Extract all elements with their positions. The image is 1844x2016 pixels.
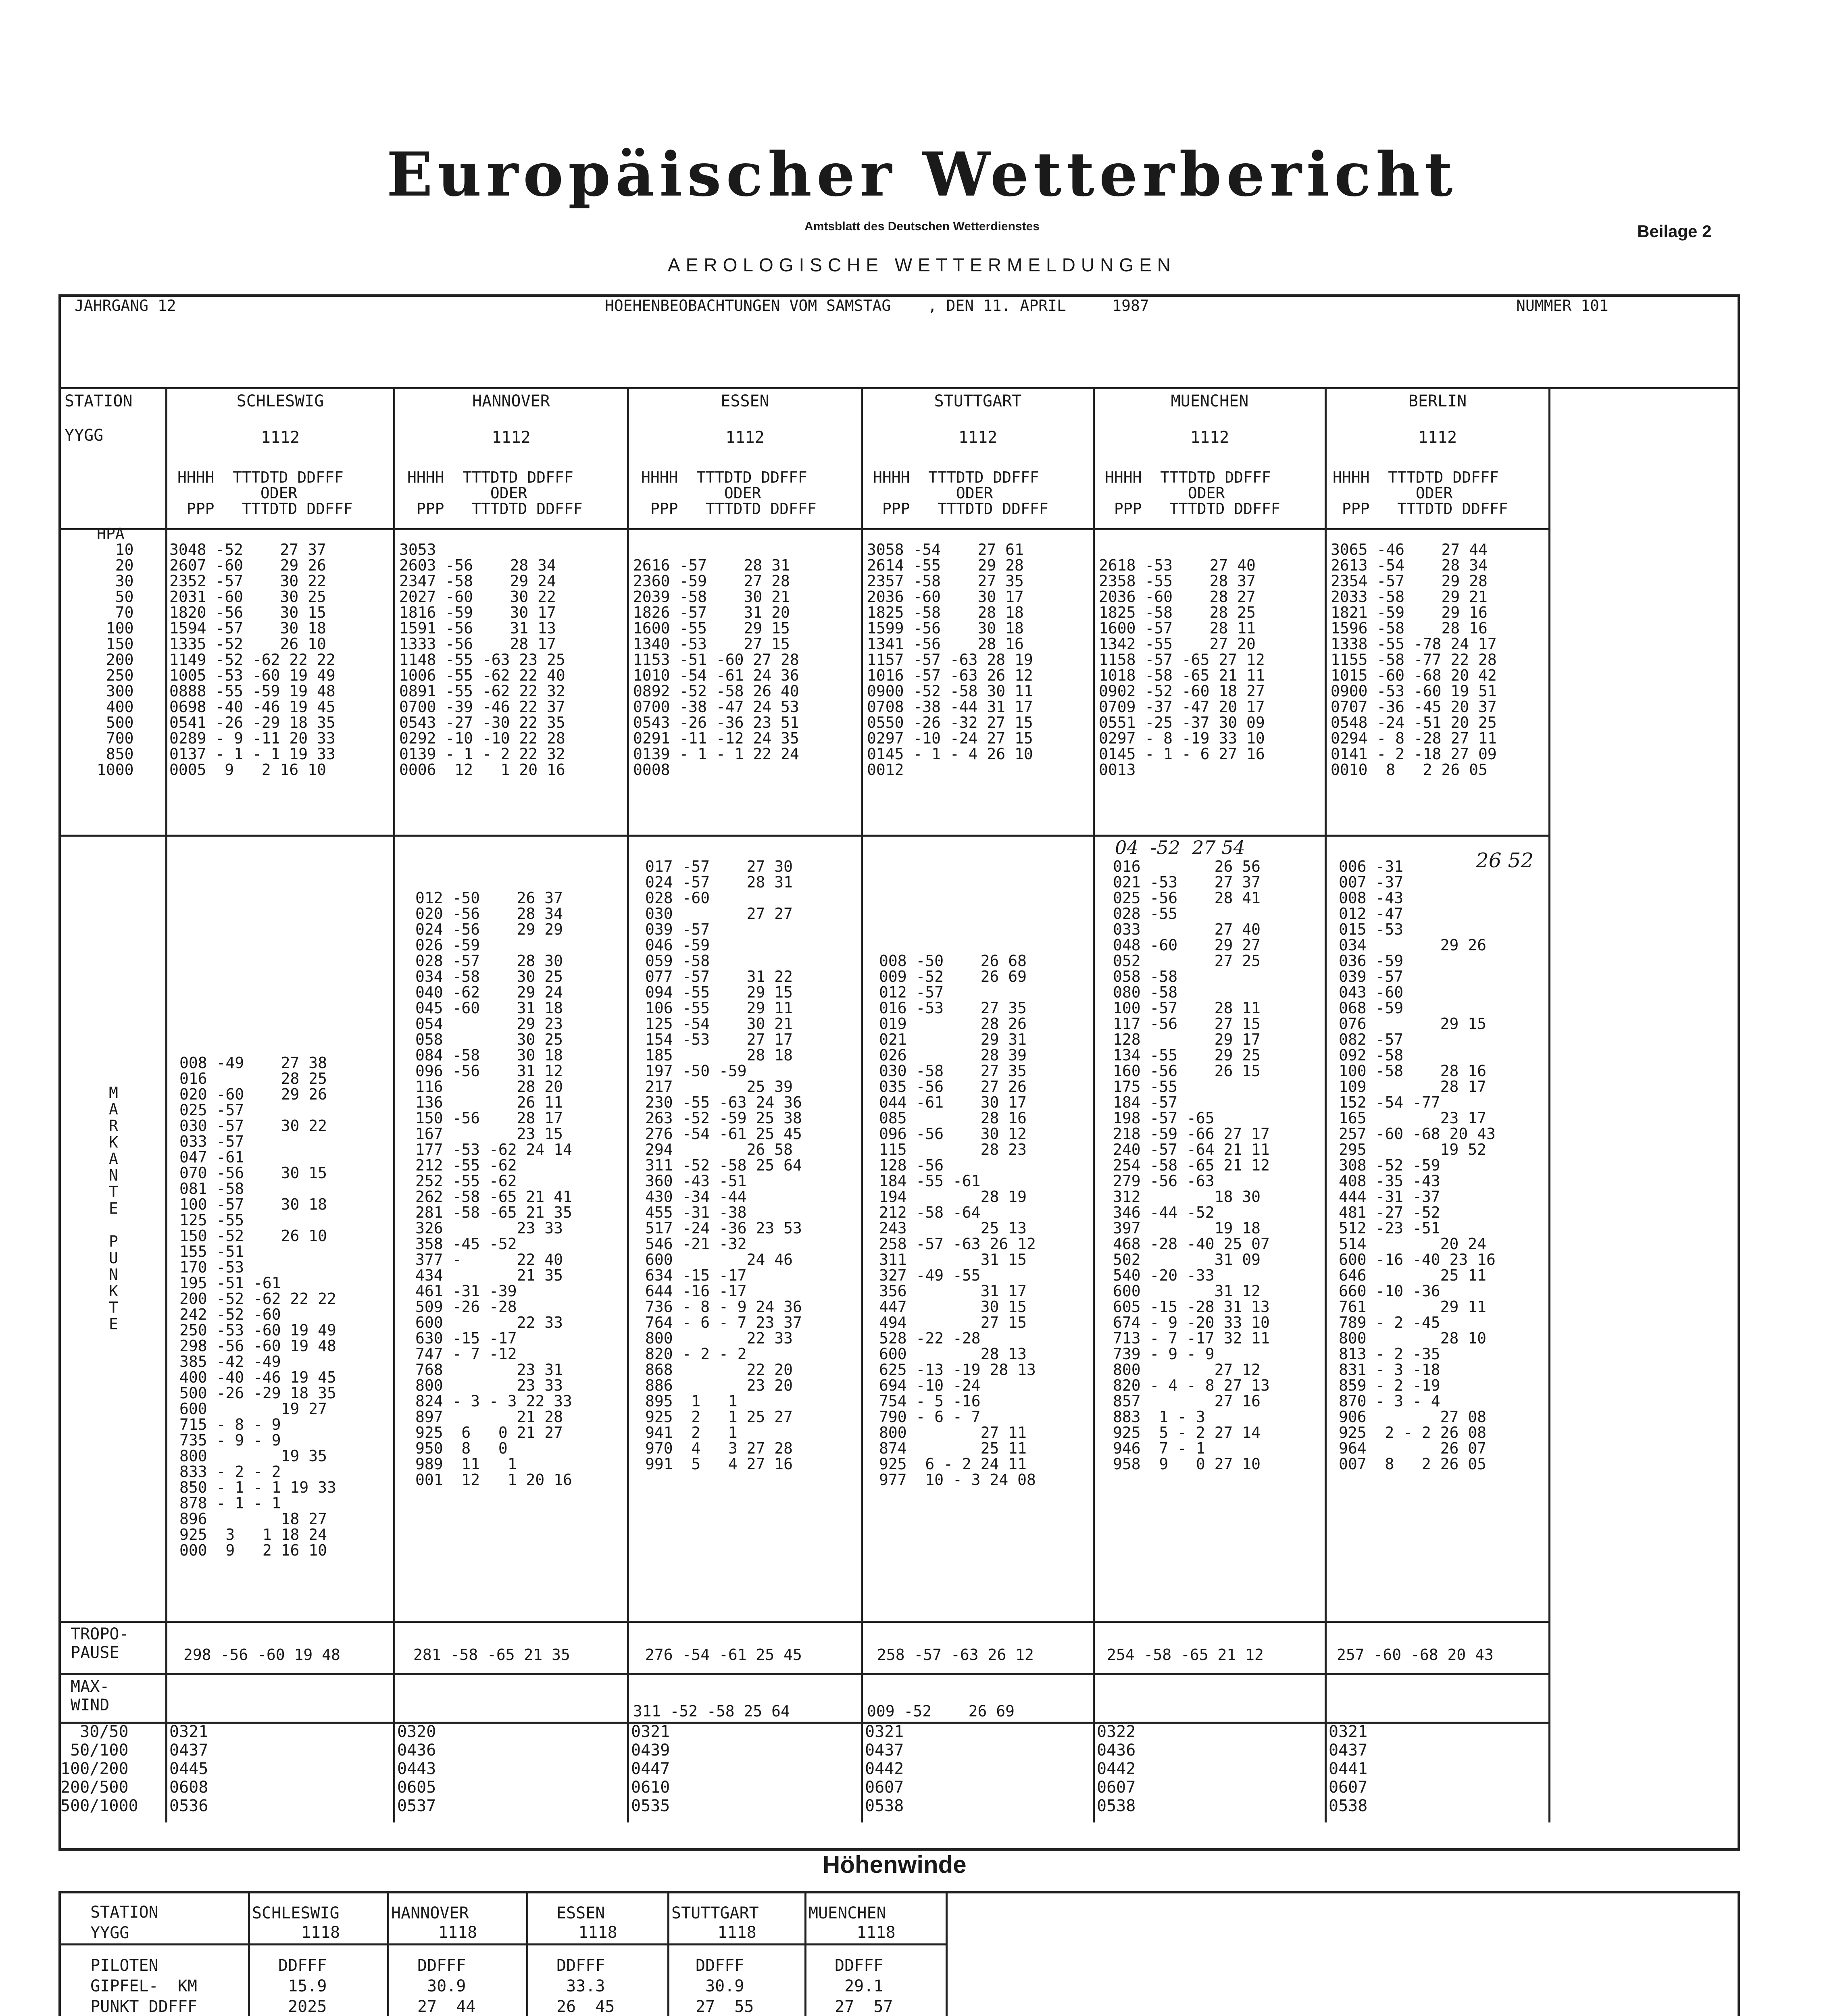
standard-levels-stuttgart: 3058 -54 27 61 2614 -55 29 28 2357 -58 27 35 2036 -60 30 17 1825 -58 28 18 1599 -56 30 18 1341 -56 28 16 1157 -57 -63 28 19 1016 -57 -63 26 12 0900 -52 -58 30 11 0708 -38 -44 31 17 0550 -26 -32 27 15 0297 -10 -24 27 15 0145 - 1 - 4 26 10 0012 xyxy=(867,541,1033,779)
maxwind-label: MAX- WIND xyxy=(71,1677,110,1714)
tropopause-label: TROPO- PAUSE xyxy=(71,1625,129,1662)
layer-values: 0321 0437 0442 0607 0538 xyxy=(865,1722,904,1815)
beilage-label: Beilage 2 xyxy=(1637,222,1712,241)
station-name: BERLIN xyxy=(1408,392,1467,410)
significant-points-berlin: 006 -31 007 -37 008 -43 012 -47 015 -53 034 29 26 036 -59 039 -57 043 -60 068 -59 076 29 15 082 -57 092 -58 100 -58 28 16 109 28 17 152 -54 -77 165 23 17 257 -60 -68 20 43 295 19 52 308 -52 -59 408 -35 -43 444 -31 -37 481 -27 -52 512 -23 -51 514 20 24 600 -16 -40 23 16 646 25 11 660 -10 -36 761 29 11 789 - 2 -45 800 28 10 813 - 2 -35 831 - 3 -18 859 - 2 -19 870 - 3 - 4 906 27 08 925 2 - 2 26 08 964 26 07 007 8 2 26 05 xyxy=(1339,858,1496,1473)
column-divider xyxy=(165,387,167,1822)
column-divider xyxy=(248,1891,250,2016)
winds-station-name: ESSEN xyxy=(556,1904,605,1922)
station-yygg: 1112 xyxy=(492,428,531,447)
column-divider xyxy=(804,1891,806,2016)
column-divider xyxy=(627,387,629,1822)
column-header: HHHH TTTDTD DDFFF ODER PPP TTTDTD DDFFF xyxy=(407,469,583,518)
divider xyxy=(58,1943,946,1945)
tropopause-value: 276 -54 -61 25 45 xyxy=(645,1646,802,1664)
handwritten-note: 04 -52 27 54 xyxy=(1115,837,1245,858)
piloten-value: DDFFF 33.3 26 45 xyxy=(556,1956,615,2016)
station-label: STATION xyxy=(65,392,133,410)
winds-station-label: STATION YYGG xyxy=(90,1903,158,1942)
column-divider xyxy=(946,1891,948,2016)
winds-station-yygg: 1118 xyxy=(301,1923,340,1942)
significant-points-muenchen: 016 26 56 021 -53 27 37 025 -56 28 41 028 -55 033 27 40 048 -60 29 27 052 27 25 058 -58 080 -58 100 -57 28 11 117 -56 27 15 128 29 17 134 -55 29 25 160 -56 26 15 175 -55 184 -57 198 -57 -65 218 -59 -66 27 17 240 -57 -64 21 11 254 -58 -65 21 12 279 -56 -63 312 18 30 346 -44 -52 397 19 18 468 -28 -40 25 07 502 31 09 540 -20 -33 600 31 12 605 -15 -28 31 13 674 - 9 -20 33 10 713 - 7 -17 32 11 739 - 9 - 9 800 27 12 820 - 4 - 8 27 13 857 27 16 883 1 - 3 925 5 - 2 27 14 946 7 - 1 958 9 0 27 10 xyxy=(1113,858,1270,1473)
significant-points-essen: 017 -57 27 30 024 -57 28 31 028 -60 030 27 27 039 -57 046 -59 059 -58 077 -57 31 22 094 -55 29 15 106 -55 29 11 125 -54 30 21 154 -53 27 17 185 28 18 197 -50 -59 217 25 39 230 -55 -63 24 36 263 -52 -59 25 38 276 -54 -61 25 45 294 26 58 311 -52 -58 25 64 360 -43 -51 430 -34 -44 455 -31 -38 517 -24 -36 23 53 546 -21 -32 600 24 46 634 -15 -17 644 -16 -17 736 - 8 - 9 24 36 764 - 6 - 7 23 37 800 22 33 820 - 2 - 2 868 22 20 886 23 20 895 1 1 925 2 1 25 27 941 2 1 970 4 3 27 28 991 5 4 27 16 xyxy=(645,858,802,1473)
handwritten-note: 26 52 xyxy=(1476,849,1534,872)
column-divider xyxy=(393,387,395,1822)
tropopause-value: 257 -60 -68 20 43 xyxy=(1337,1646,1494,1664)
piloten-label: PILOTEN GIPFEL- KM PUNKT DDFFF xyxy=(90,1956,197,2016)
winds-station-yygg: 1118 xyxy=(856,1923,896,1942)
column-divider xyxy=(667,1891,669,2016)
divider xyxy=(58,387,1740,389)
maxwind-value: 009 -52 26 69 xyxy=(867,1702,1015,1720)
divider xyxy=(58,1722,1550,1724)
winds-station-name: SCHLESWIG xyxy=(252,1904,340,1922)
divider xyxy=(58,1673,1550,1675)
winds-station-name: HANNOVER xyxy=(391,1904,469,1922)
significant-points-label: M A R K A N T E P U N K T E xyxy=(109,1084,118,1333)
column-header: HHHH TTTDTD DDFFF ODER PPP TTTDTD DDFFF xyxy=(177,469,353,518)
winds-station-yygg: 1118 xyxy=(438,1923,477,1942)
station-name: HANNOVER xyxy=(472,392,550,410)
station-name: ESSEN xyxy=(721,392,769,410)
pressure-level-labels: HPA 10 20 30 50 70 100 150 200 250 300 400 500 700 850 1000 xyxy=(97,525,134,779)
winds-station-yygg: 1118 xyxy=(717,1923,756,1942)
winds-title: Höhenwinde xyxy=(823,1851,967,1878)
observation-date: HOEHENBEOBACHTUNGEN VOM SAMSTAG , DEN 11. APRIL 1987 xyxy=(605,297,1149,314)
column-divider xyxy=(387,1891,389,2016)
significant-points-schleswig: 008 -49 27 38 016 28 25 020 -60 29 26 025 -57 030 -57 30 22 033 -57 047 -61 070 -56 30 15 081 -58 100 -57 30 18 125 -55 150 -52 26 10 155 -51 170 -53 195 -51 -61 200 -52 -62 22 22 242 -52 -60 250 -53 -60 19 49 298 -56 -60 19 48 385 -42 -49 400 -40 -46 19 45 500 -26 -29 18 35 600 19 27 715 - 8 - 9 735 - 9 - 9 800 19 35 833 - 2 - 2 850 - 1 - 1 19 33 878 - 1 - 1 896 18 27 925 3 1 18 24 000 9 2 16 10 xyxy=(179,1054,336,1559)
station-yygg: 1112 xyxy=(725,428,765,447)
winds-station-yygg: 1118 xyxy=(578,1923,617,1942)
standard-levels-hannover: 3053 2603 -56 28 34 2347 -58 29 24 2027 -60 30 22 1816 -59 30 17 1591 -56 31 13 1333 -56 28 17 1148 -55 -63 23 25 1006 -55 -62 22 40 0891 -55 -62 22 32 0700 -39 -46 22 37 0543 -27 -30 22 35 0292 -10 -10 22 28 0139 - 1 - 2 22 32 0006 12 1 20 16 xyxy=(399,541,565,779)
section-title: AEROLOGISCHE WETTERMELDUNGEN xyxy=(668,254,1176,275)
station-yygg: 1112 xyxy=(260,428,300,447)
significant-points-hannover: 012 -50 26 37 020 -56 28 34 024 -56 29 29 026 -59 028 -57 28 30 034 -58 30 25 040 -62 29 24 045 -60 31 18 054 29 23 058 30 25 084 -58 30 18 096 -56 31 12 116 28 20 136 26 11 150 -56 28 17 167 23 15 177 -53 -62 24 14 212 -55 -62 252 -55 -62 262 -58 -65 21 41 281 -58 -65 21 35 326 23 33 358 -45 -52 377 - 22 40 434 21 35 461 -31 -39 509 -26 -28 600 22 33 630 -15 -17 747 - 7 -12 768 23 31 800 23 33 824 - 3 - 3 22 33 897 21 28 925 6 0 21 27 950 8 0 989 11 1 001 12 1 20 16 xyxy=(415,889,572,1489)
piloten-value: DDFFF 30.9 27 44 xyxy=(417,1956,476,2016)
maxwind-value: 311 -52 -58 25 64 xyxy=(633,1702,790,1720)
standard-levels-muenchen: 2618 -53 27 40 2358 -55 28 37 2036 -60 28 27 1825 -58 28 25 1600 -57 28 11 1342 -55 27 20 1158 -57 -65 27 12 1018 -58 -65 21 11 0902 -52 -60 18 27 0709 -37 -47 20 17 0551 -25 -37 30 09 0297 - 8 -19 33 10 0145 - 1 - 6 27 16 0013 xyxy=(1099,556,1265,779)
divider xyxy=(58,835,1550,837)
standard-levels-schleswig: 3048 -52 27 37 2607 -60 29 26 2352 -57 30 22 2031 -60 30 25 1820 -56 30 15 1594 -57 30 18 1335 -52 26 10 1149 -52 -62 22 22 1005 -53 -60 19 49 0888 -55 -59 19 48 0698 -40 -46 19 45 0541 -26 -29 18 35 0289 - 9 -11 20 33 0137 - 1 - 1 19 33 0005 9 2 16 10 xyxy=(169,541,335,779)
divider xyxy=(58,1621,1550,1623)
layer-values: 0321 0439 0447 0610 0535 xyxy=(631,1722,670,1815)
winds-station-name: MUENCHEN xyxy=(808,1904,886,1922)
column-header: HHHH TTTDTD DDFFF ODER PPP TTTDTD DDFFF xyxy=(1105,469,1280,518)
column-divider xyxy=(526,1891,528,2016)
issue-number: NUMMER 101 xyxy=(1516,297,1609,314)
page-subtitle: Amtsblatt des Deutschen Wetterdienstes xyxy=(804,220,1040,233)
piloten-value: DDFFF 29.1 27 57 xyxy=(835,1956,893,2016)
tropopause-value: 281 -58 -65 21 35 xyxy=(413,1646,570,1664)
piloten-value: DDFFF 30.9 27 55 xyxy=(696,1956,754,2016)
divider xyxy=(58,528,1550,530)
layer-values: 0321 0437 0441 0607 0538 xyxy=(1329,1722,1368,1815)
standard-levels-essen: 2616 -57 28 31 2360 -59 27 28 2039 -58 30 21 1826 -57 31 20 1600 -55 29 15 1340 -53 27 15 1153 -51 -60 27 28 1010 -54 -61 24 36 0892 -52 -58 26 40 0700 -38 -47 24 53 0543 -26 -36 23 51 0291 -11 -12 24 35 0139 - 1 - 1 22 24 0008 xyxy=(633,556,799,779)
layer-values: 0320 0436 0443 0605 0537 xyxy=(397,1722,436,1815)
column-divider xyxy=(1548,387,1550,1822)
station-yygg: 1112 xyxy=(1190,428,1229,447)
layer-values: 0322 0436 0442 0607 0538 xyxy=(1097,1722,1136,1815)
piloten-value: DDFFF 15.9 2025 xyxy=(278,1956,327,2016)
station-name: SCHLESWIG xyxy=(236,392,324,410)
tropopause-value: 258 -57 -63 26 12 xyxy=(877,1646,1034,1664)
jahrgang-label: JAHRGANG 12 xyxy=(75,297,176,314)
layer-values: 0321 0437 0445 0608 0536 xyxy=(169,1722,208,1815)
station-yygg: 1112 xyxy=(1418,428,1457,447)
column-divider xyxy=(1093,387,1095,1822)
significant-points-stuttgart: 008 -50 26 68 009 -52 26 69 012 -57 016 -53 27 35 019 28 26 021 29 31 026 28 39 030 -58 27 35 035 -56 27 26 044 -61 30 17 085 28 16 096 -56 30 12 115 28 23 128 -56 184 -55 -61 194 28 19 212 -58 -64 243 25 13 258 -57 -63 26 12 311 31 15 327 -49 -55 356 31 17 447 30 15 494 27 15 528 -22 -28 600 28 13 625 -13 -19 28 13 694 -10 -24 754 - 5 -16 790 - 6 - 7 800 27 11 874 25 11 925 6 - 2 24 11 977 10 - 3 24 08 xyxy=(879,952,1036,1489)
station-name: MUENCHEN xyxy=(1171,392,1249,410)
column-divider xyxy=(861,387,863,1822)
column-header: HHHH TTTDTD DDFFF ODER PPP TTTDTD DDFFF xyxy=(873,469,1048,518)
standard-levels-berlin: 3065 -46 27 44 2613 -54 28 34 2354 -57 29 28 2033 -58 29 21 1821 -59 29 16 1596 -58 28 16 1338 -55 -78 24 17 1155 -58 -77 22 28 1015 -60 -68 20 42 0900 -53 -60 19 51 0707 -36 -45 20 37 0548 -24 -51 20 25 0294 - 8 -28 27 11 0141 - 2 -18 27 09 0010 8 2 26 05 xyxy=(1331,541,1497,779)
tropopause-value: 298 -56 -60 19 48 xyxy=(183,1646,340,1664)
column-header: HHHH TTTDTD DDFFF ODER PPP TTTDTD DDFFF xyxy=(641,469,817,518)
tropopause-value: 254 -58 -65 21 12 xyxy=(1107,1646,1264,1664)
column-divider xyxy=(1325,387,1327,1822)
yygg-label: YYGG xyxy=(65,426,104,445)
page-title: Europäischer Wetterbericht xyxy=(386,139,1458,210)
station-name: STUTTGART xyxy=(934,392,1022,410)
station-yygg: 1112 xyxy=(958,428,998,447)
column-header: HHHH TTTDTD DDFFF ODER PPP TTTDTD DDFFF xyxy=(1333,469,1508,518)
layer-labels: 30/50 50/100 100/200 200/500 500/1000 xyxy=(60,1722,138,1815)
winds-station-name: STUTTGART xyxy=(671,1904,759,1922)
